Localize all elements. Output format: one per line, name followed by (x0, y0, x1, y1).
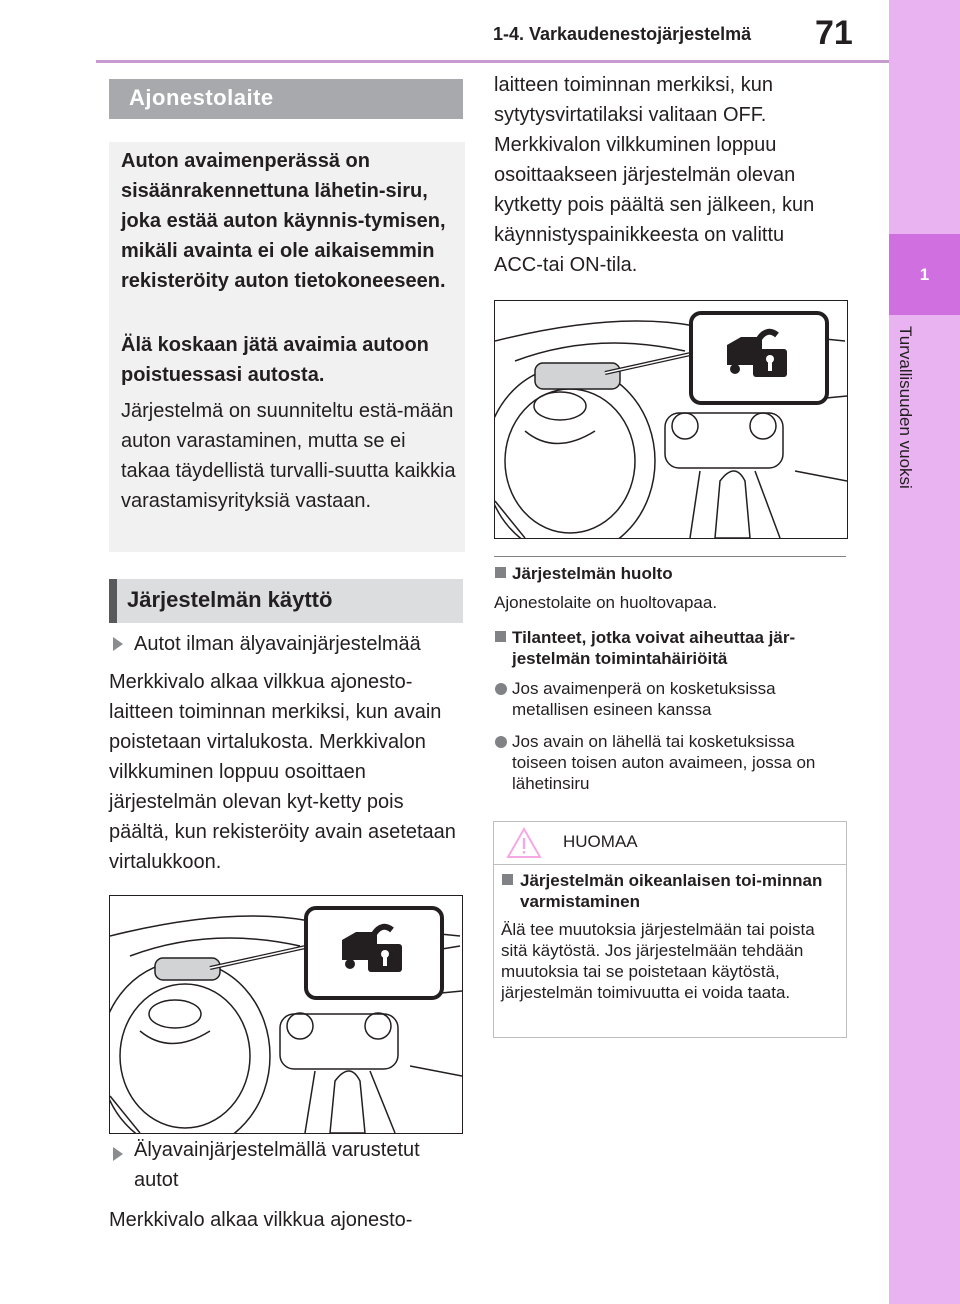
page-number: 71 (815, 14, 853, 52)
info-bold-paragraph-2: Älä koskaan jätä avaimia autoon poistuessasi autosta. (121, 334, 429, 386)
square-bullet-icon (495, 631, 506, 642)
item2-text-continued: laitteen toiminnan merkiksi, kun sytytysvirtatilaksi valitaan OFF. Merkkivalon vilkkuminen loppuu osoittaakseen järjestelmän olevan kytketty pois päältä sen jälkeen, kun käynnistyspainikkeesta on valittu ACC-tai ON-tila. (494, 74, 815, 276)
notice-text: Älä tee muutoksia järjestelmään tai poista sitä käytöstä. Jos järjestelmään tehdään muutoksia tai se poistetaan käytöstä, järjestelmän toimivuutta ei voida taata. (501, 920, 815, 1002)
item2-heading: Älyavainjärjestelmällä varustetut autot (134, 1139, 420, 1191)
chapter-label: Turvallisuuden vuoksi (896, 326, 915, 489)
item2-text-start: Merkkivalo alkaa vilkkua ajonesto- (109, 1209, 413, 1231)
dashboard-figure-2 (494, 300, 848, 539)
subsection-title-bar (109, 579, 463, 623)
notice-heading: Järjestelmän oikeanlaisen toi-minnan varmistaminen (520, 871, 823, 911)
header-divider (96, 60, 889, 63)
malfunction-bullet-1: Jos avaimenperä on kosketuksissa metallisen esineen kanssa (512, 679, 776, 719)
subsection-title: Järjestelmän käyttö (127, 587, 333, 612)
chapter-side-tab (889, 0, 960, 1304)
malfunction-bullet-2: Jos avain on lähellä tai kosketuksissa toiseen toisen auton avaimeen, jossa on lähetinsiru (512, 732, 816, 793)
chapter-number: 1 (889, 234, 960, 315)
section-divider (494, 556, 846, 557)
dashboard-figure-1 (109, 895, 463, 1134)
running-header: 1-4. Varkaudenestojärjestelmä (493, 24, 752, 44)
dashboard-illustration (110, 896, 462, 1133)
round-bullet-icon (495, 736, 507, 748)
square-bullet-icon (495, 567, 506, 578)
item1-text: Merkkivalo alkaa vilkkua ajonesto-laitteen toiminnan merkiksi, kun avain poistetaan virtalukosta. Merkkivalon vilkkuminen loppuu osoittaen järjestelmän olevan kyt-ketty pois päältä, kun rekisteröity avain asetetaan virtalukkoon. (109, 671, 456, 873)
maintenance-text: Ajonestolaite on huoltovapaa. (494, 593, 718, 612)
arrow-bullet-icon (113, 1147, 123, 1161)
notice-label: HUOMAA (563, 832, 638, 851)
info-bold-paragraph-1: Auton avaimenperässä on sisäänrakennettuna lähetin-siru, joka estää auton käynnis-tymisen, mikäli avainta ei ole aikaisemmin rekisteröity auton tietokoneeseen. (121, 150, 446, 292)
info-box (109, 142, 465, 552)
warning-triangle-icon (506, 826, 542, 860)
notice-box (493, 821, 847, 1038)
arrow-bullet-icon (113, 637, 123, 651)
malfunction-heading: Tilanteet, jotka voivat aiheuttaa jär-jestelmän toimintahäiriöitä (512, 628, 796, 668)
item1-heading: Autot ilman älyavainjärjestelmää (134, 633, 421, 655)
notice-divider (494, 864, 846, 865)
square-bullet-icon (502, 874, 513, 885)
maintenance-heading: Järjestelmän huolto (512, 564, 673, 583)
info-paragraph: Järjestelmä on suunniteltu estä-mään auton varastaminen, mutta se ei takaa täydellistä turvalli-suutta kaikkia varastamisyrityksiä vastaan. (121, 400, 456, 512)
subsection-bar-edge (109, 579, 117, 623)
section-title-bar (109, 79, 463, 119)
section-title: Ajonestolaite (129, 85, 274, 110)
round-bullet-icon (495, 683, 507, 695)
dashboard-illustration (495, 301, 847, 538)
